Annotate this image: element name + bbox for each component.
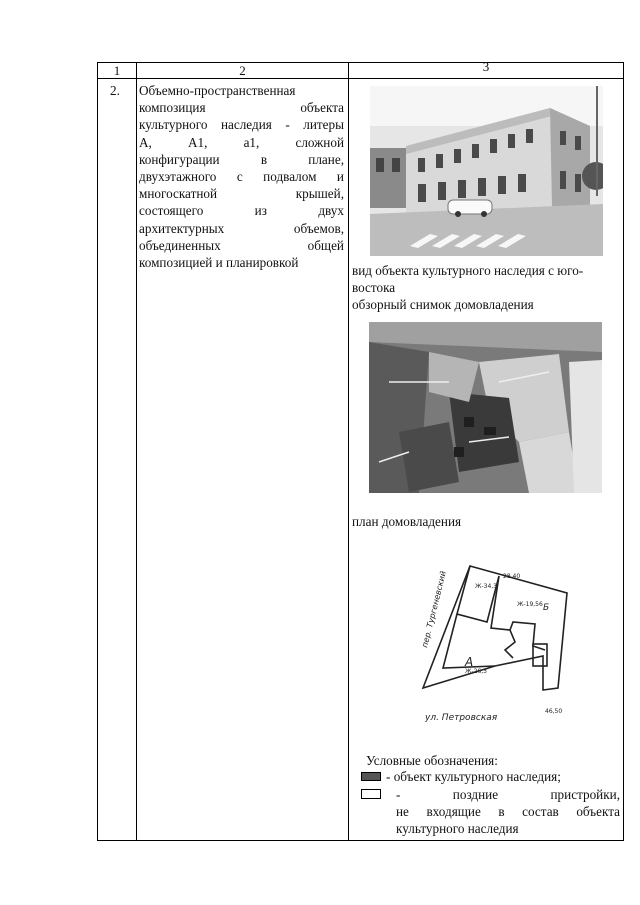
aerial-photo — [369, 322, 602, 493]
plan-street-bottom: ул. Петровская — [425, 713, 498, 723]
legend-swatch-additions — [361, 789, 381, 799]
legend-item-line: не входящие в состав объекта — [396, 804, 620, 820]
description-line: культурного наследия - литеры — [139, 117, 344, 133]
plan-label-a: А — [465, 655, 474, 669]
description-line: двухэтажного с подвалом и — [139, 169, 344, 185]
legend-item-line: культурного наследия — [396, 821, 519, 837]
table-bottom-border — [97, 840, 624, 841]
description-line: композиция объекта — [139, 100, 344, 116]
description-line: многоскатной крышей, — [139, 186, 344, 202]
description-line: состоящего из двух — [139, 203, 344, 219]
header-col2: 2 — [239, 63, 246, 78]
svg-text:Ж-26,3: Ж-26,3 — [465, 668, 487, 675]
aerial-caption: обзорный снимок домовладения — [352, 297, 534, 312]
description-line: Объемно-пространственная — [139, 83, 296, 98]
description — [139, 82, 344, 271]
svg-text:28.40: 28.40 — [503, 573, 521, 580]
svg-text:Ж-19,56: Ж-19,56 — [517, 601, 543, 608]
legend-swatch-heritage — [361, 772, 381, 781]
photo-caption-line: вид объекта культурного наследия с юго- — [352, 263, 584, 278]
description-line: композицией и планировкой — [139, 255, 299, 271]
plan-caption: план домовладения — [352, 514, 462, 529]
plan-label-b: Б — [543, 603, 550, 613]
col2-divider — [348, 62, 349, 841]
photo-caption-line: востока — [352, 280, 396, 296]
description-line: А, А1, а1, сложной — [139, 134, 344, 150]
legend-item-additions — [396, 786, 620, 838]
site-plan-drawing — [395, 548, 585, 728]
legend-title: Условные обозначения: — [366, 753, 498, 768]
legend-item-line: - поздние пристройки, — [396, 787, 620, 802]
table-right-border — [623, 62, 624, 841]
description-line: объединенных общей — [139, 237, 344, 253]
row-number: 2. — [110, 83, 120, 98]
col1-divider — [136, 62, 137, 841]
table-left-border — [97, 62, 98, 841]
building-photo — [370, 86, 603, 256]
description-line: конфигурации в плане, — [139, 151, 344, 167]
plan-street-side: пер. Тургеневский — [420, 570, 448, 649]
svg-text:46,50: 46,50 — [545, 708, 563, 715]
legend-item-heritage: - объект культурного наследия; — [386, 769, 561, 784]
photo-caption — [352, 262, 622, 296]
svg-text:Ж-34,3: Ж-34,3 — [475, 583, 497, 590]
header-col1: 1 — [113, 63, 121, 78]
header-col3: 3 — [482, 59, 490, 74]
description-line: архитектурных объемов, — [139, 220, 344, 236]
